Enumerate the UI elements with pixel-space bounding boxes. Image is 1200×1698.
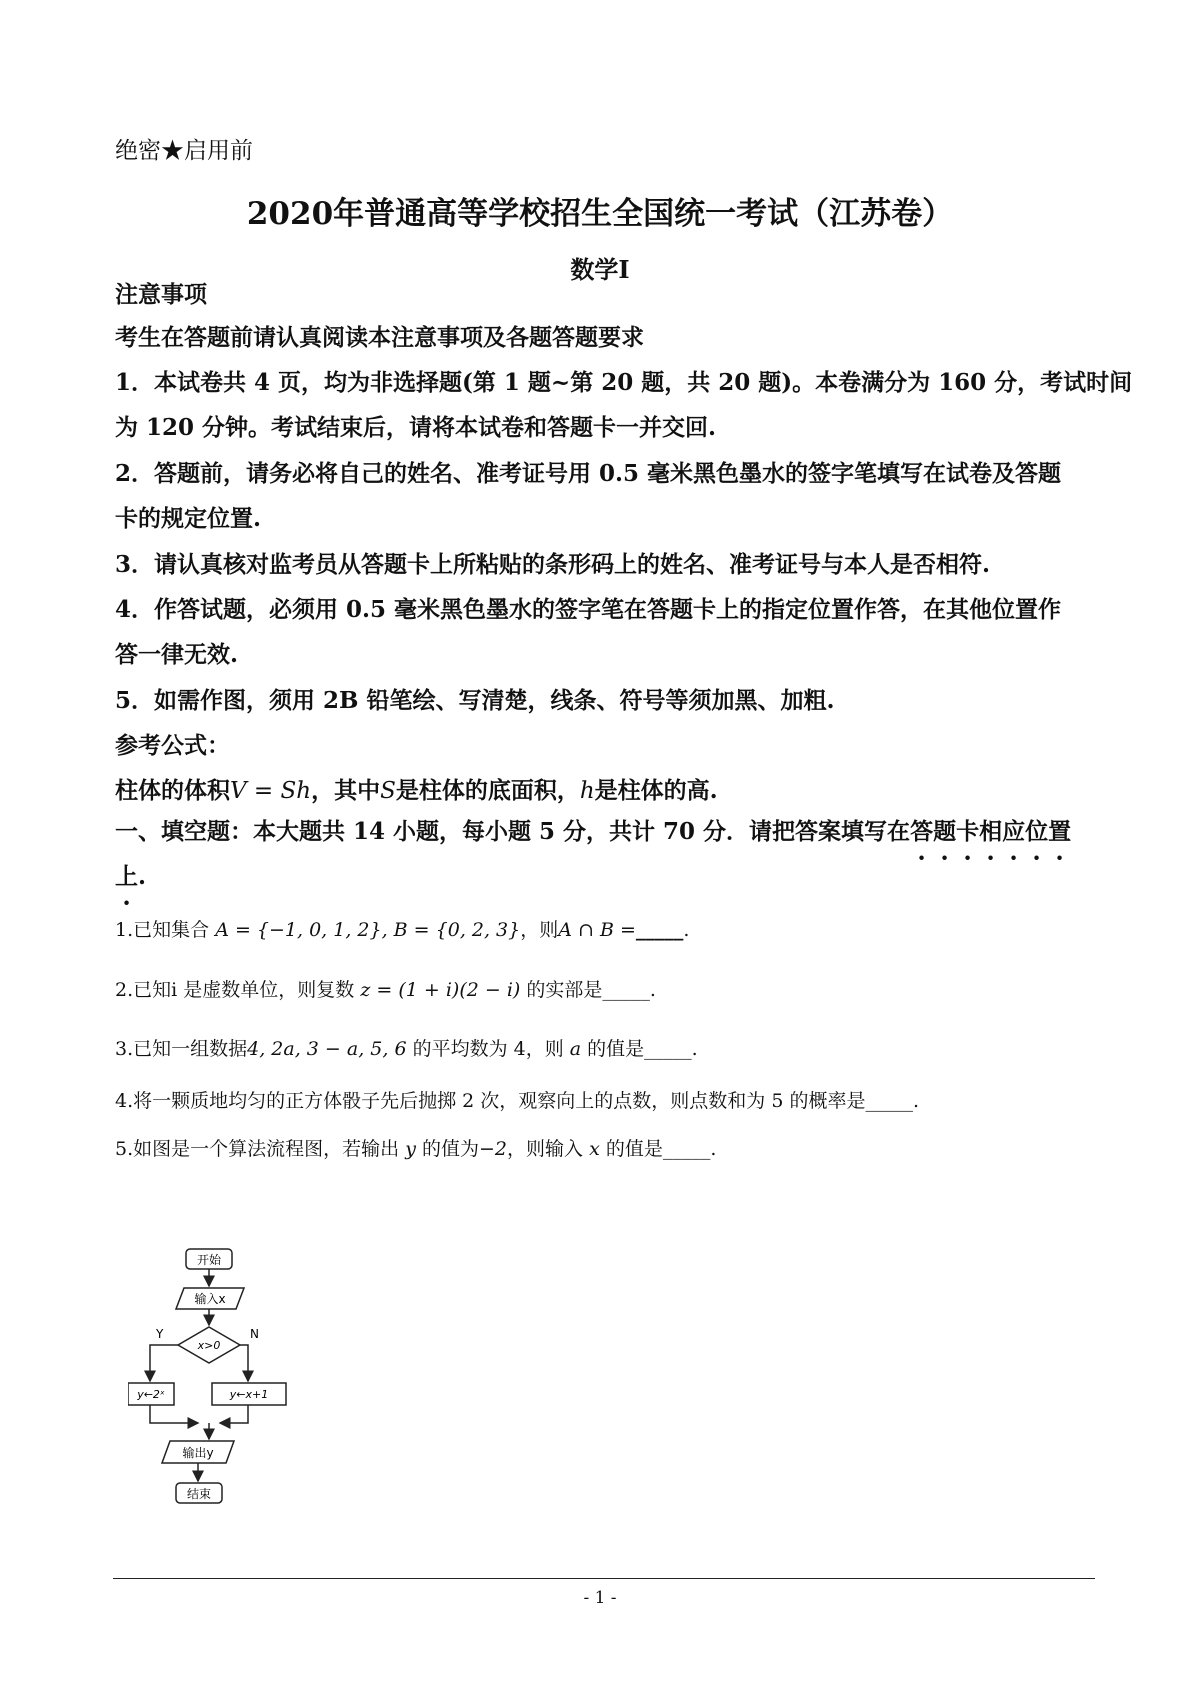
- section1-line2: [115, 858, 146, 891]
- q5-mid: 的值为: [421, 1138, 479, 1160]
- flow-input-label: 输入x: [194, 1292, 226, 1306]
- flow-start-label: 开始: [196, 1253, 222, 1267]
- question-4: 4.将一颗质地均匀的正方体骰子先后抛掷 2 次，观察向上的点数，则点数和为 5 的概率是_____.: [115, 1090, 920, 1112]
- q1-end: .: [683, 919, 690, 941]
- page-number: - 1 -: [583, 1588, 617, 1608]
- q1-prefix: 1.已知集合: [115, 919, 210, 941]
- flow-arrow: [150, 1405, 198, 1423]
- dotted-char: 卡: [956, 818, 980, 845]
- note-item-3: 3．请认真核对监考员从答题卡上所粘贴的条形码上的姓名、准考证号与本人是否相符.: [115, 551, 991, 578]
- formula-var-h: h: [579, 778, 595, 804]
- q1-math: A = {−1, 0, 1, 2}, B = {0, 2, 3}: [215, 919, 521, 941]
- flow-arrow: [220, 1405, 248, 1423]
- q1-blank: _____: [635, 919, 684, 941]
- formula-heading: 参考公式：: [115, 732, 230, 759]
- question-3: [115, 1034, 698, 1061]
- flow-no-label: N: [250, 1327, 259, 1341]
- notes-intro: 考生在答题前请认真阅读本注意事项及各题答题要求: [115, 324, 644, 351]
- secret-label: 绝密★启用前: [115, 138, 253, 164]
- notes-heading: 注意事项: [115, 281, 207, 308]
- flow-yes-label: Y: [156, 1327, 164, 1341]
- flow-right-label: y←x+1: [229, 1388, 269, 1401]
- algorithm-flowchart: [128, 1245, 328, 1550]
- q5-prefix: 5.如图是一个算法流程图，若输出: [115, 1138, 400, 1160]
- q5-suffix: 的值是_____.: [605, 1138, 717, 1160]
- formula-volume-expr: V = Sh: [230, 778, 312, 804]
- note-item-2-line2: 卡的规定位置.: [115, 505, 262, 532]
- q3-mid: 的平均数为 4，则: [412, 1038, 564, 1060]
- formula-volume-mid1: ，其中: [311, 777, 381, 804]
- subject-label: 数学Ⅰ: [570, 255, 630, 284]
- dotted-char: 应: [1002, 818, 1026, 845]
- flow-output-label: 输出y: [182, 1446, 214, 1460]
- question-1: [115, 915, 689, 942]
- note-item-4-line2: 答一律无效.: [115, 641, 239, 668]
- question-2: [115, 975, 656, 1002]
- note-item-1-line1: 1．本试卷共 4 页，均为非选择题(第 1 题~第 20 题，共 20 题)。本卷满分为 160 分，考试时间: [115, 369, 1133, 396]
- note-item-2-line1: 2．答题前，请务必将自己的姓名、准考证号用 0.5 毫米黑色墨水的签字笔填写在试卷及答题: [115, 460, 1062, 487]
- q5-y: y: [405, 1138, 416, 1160]
- q3-math: 4, 2a, 3 − a, 5, 6: [247, 1038, 407, 1060]
- q3-var: a: [569, 1038, 582, 1060]
- flow-end-label: 结束: [186, 1487, 212, 1501]
- q1-math2: A ∩ B =: [558, 919, 636, 941]
- q5-val: −2: [478, 1138, 507, 1160]
- formula-volume-suffix: 是柱体的高.: [594, 777, 718, 804]
- formula-volume: [115, 772, 718, 805]
- dotted-char: 题: [933, 818, 957, 845]
- dotted-char: 上: [115, 863, 138, 890]
- q5-mid2: ，则输入: [507, 1138, 584, 1160]
- q2-prefix: 2.已知: [115, 979, 172, 1001]
- dotted-char: 答: [910, 818, 934, 845]
- q5-x: x: [589, 1138, 600, 1160]
- q3-prefix: 3.已知一组数据: [115, 1038, 248, 1060]
- section1-text: 一、填空题：本大题共 14 小题，每小题 5 分，共计 70 分．请把答案填写在: [115, 818, 911, 845]
- flow-arrow: [150, 1345, 178, 1381]
- flow-arrow: [240, 1345, 248, 1381]
- formula-volume-prefix: 柱体的体积: [115, 777, 230, 804]
- footer-divider: [113, 1578, 1095, 1579]
- flow-left-label: y←2ˣ: [137, 1388, 165, 1401]
- dotted-char: 置: [1048, 818, 1072, 845]
- dotted-char: 相: [979, 818, 1003, 845]
- q2-suffix: 的实部是_____.: [526, 979, 656, 1001]
- q1-mid: ，则: [520, 919, 559, 941]
- section1-line1: [115, 813, 1071, 846]
- q2-math: z = (1 + i)(2 − i): [360, 979, 521, 1001]
- note-item-1-line2: 为 120 分钟。考试结束后，请将本试卷和答题卡一并交回.: [115, 414, 717, 441]
- q2-i: i: [171, 979, 178, 1001]
- formula-var-s: S: [380, 778, 396, 804]
- q3-suffix: 的值是_____.: [587, 1038, 698, 1060]
- page-title: 2020年普通高等学校招生全国统一考试（江苏卷）: [246, 196, 954, 232]
- formula-volume-mid2: 是柱体的底面积，: [395, 777, 580, 804]
- note-item-4-line1: 4．作答试题，必须用 0.5 毫米黑色墨水的签字笔在答题卡上的指定位置作答，在其他位置作: [115, 596, 1062, 623]
- section1-tail: .: [138, 863, 147, 890]
- q2-mid: 是虚数单位，则复数: [183, 979, 355, 1001]
- dotted-char: 位: [1025, 818, 1049, 845]
- note-item-5: 5．如需作图，须用 2B 铅笔绘、写清楚，线条、符号等须加黑、加粗.: [115, 687, 835, 714]
- question-5: [115, 1134, 716, 1161]
- flow-condition-label: x>0: [197, 1339, 221, 1352]
